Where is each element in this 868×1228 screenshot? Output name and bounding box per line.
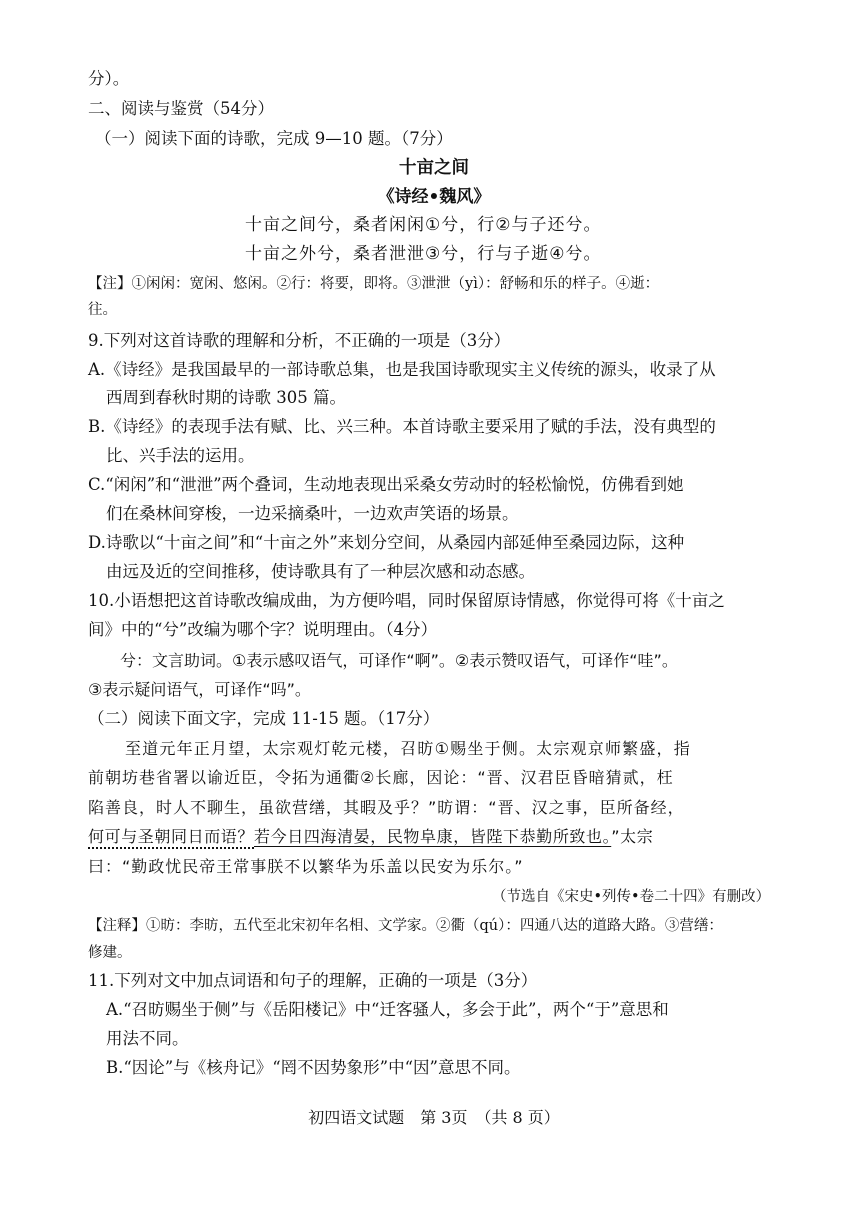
poem-line-2: 十亩之外兮，桑者泄泄③兮，行与子逝④兮。 bbox=[245, 244, 602, 264]
part2-instruction: （二）阅读下面文字，完成 11-15 题。（17分） bbox=[88, 709, 440, 728]
q9-option-c-line-2: 们在桑林间穿梭，一边采摘桑叶，一边欢声笑语的场景。 bbox=[106, 504, 519, 523]
poem-line-1: 十亩之间兮，桑者闲闲①兮，行②与子还兮。 bbox=[245, 215, 602, 235]
q10-note-line-2: ③表示疑问语气，可译作“吗”。 bbox=[88, 680, 311, 699]
page-footer: 初四语文试题 第 3页 （共 8 页） bbox=[308, 1108, 560, 1127]
passage-dotted-phrase: 何可与圣朝同日而语？ bbox=[88, 827, 254, 849]
passage-note-line-2: 修建。 bbox=[88, 945, 132, 961]
passage-source: （节选自《宋史•列传•卷二十四》有删改） bbox=[492, 889, 771, 905]
poem-note-line-1: 【注】①闲闲：宽闲、悠闲。②行：将要，即将。③泄泄（yì）：舒畅和乐的样子。④逝： bbox=[88, 276, 660, 292]
q9-option-b-line-2: 比、兴手法的运用。 bbox=[106, 446, 255, 465]
q11-option-a-line-1: A.“召昉赐坐于侧”与《岳阳楼记》中“迁客骚人，多会于此”，两个“于”意思和 bbox=[106, 1000, 669, 1019]
passage-line-1: 至道元年正月望，太宗观灯乾元楼，召昉①赐坐于侧。太宗观京师繁盛，指 bbox=[125, 739, 691, 758]
q11-option-a-line-2: 用法不同。 bbox=[106, 1029, 189, 1048]
top-line: 分）。 bbox=[88, 69, 130, 88]
section-title: 二、阅读与鉴赏（54分） bbox=[88, 99, 274, 118]
passage-line-3: 陷善良，时人不聊生，虽欲营缮，其暇及乎？”昉谓：“晋、汉之事，臣所备经， bbox=[88, 798, 685, 817]
passage-line-4 bbox=[88, 826, 653, 848]
q9-stem: 9.下列对这首诗歌的理解和分析，不正确的一项是（3分） bbox=[88, 331, 511, 350]
part1-instruction: （一）阅读下面的诗歌，完成 9—10 题。（7分） bbox=[95, 129, 453, 148]
q11-stem: 11.下列对文中加点词语和句子的理解，正确的一项是（3分） bbox=[88, 971, 538, 990]
poem-note-line-2: 往。 bbox=[88, 302, 117, 318]
poem-source: 《诗经•魏风》 bbox=[377, 187, 491, 207]
q10-stem-line-1: 10.小语想把这首诗歌改编成曲，为方便吟唱，同时保留原诗情感，你觉得可将《十亩之 bbox=[88, 591, 725, 610]
q9-option-a-line-1: A.《诗经》是我国最早的一部诗歌总集，也是我国诗歌现实主义传统的源头，收录了从 bbox=[88, 360, 716, 379]
passage-underlined-sentence: 若今日四海清晏，民物阜康，皆陛下恭勤所致也。 bbox=[254, 827, 612, 846]
q9-option-d-line-2: 由远及近的空间推移，使诗歌具有了一种层次感和动态感。 bbox=[106, 562, 535, 581]
q9-option-c-line-1: C.“闲闲”和“泄泄”两个叠词，生动地表现出采桑女劳动时的轻松愉悦，仿佛看到她 bbox=[88, 475, 684, 494]
poem-title: 十亩之间 bbox=[399, 158, 469, 178]
q9-option-d-line-1: D.诗歌以“十亩之间”和“十亩之外”来划分空间，从桑园内部延伸至桑园边际，这种 bbox=[88, 533, 685, 552]
q9-option-a-line-2: 西周到春秋时期的诗歌 305 篇。 bbox=[106, 388, 346, 407]
passage-line-4-tail: ”太宗 bbox=[611, 827, 654, 846]
passage-line-2: 前朝坊巷省署以谕近臣，令拓为通衢②长廊，因论：“晋、汉君臣昏暗猜贰，枉 bbox=[88, 768, 674, 787]
q10-note-line-1: 兮：文言助词。①表示感叹语气，可译作“啊”。②表示赞叹语气，可译作“哇”。 bbox=[120, 651, 678, 670]
passage-note-line-1: 【注释】①昉：李昉，五代至北宋初年名相、文学家。②衢（qú）：四通八达的道路大路。③营缮： bbox=[88, 918, 723, 934]
q11-option-b-line-1: B.“因论”与《核舟记》“罔不因势象形”中“因”意思不同。 bbox=[106, 1058, 521, 1077]
passage-line-5: 曰：“勤政忧民帝王常事朕不以繁华为乐盖以民安为乐尔。” bbox=[88, 857, 524, 876]
q9-option-b-line-1: B.《诗经》的表现手法有赋、比、兴三种。本首诗歌主要采用了赋的手法，没有典型的 bbox=[88, 417, 716, 436]
q10-stem-line-2: 间》中的“兮”改编为哪个字？说明理由。（4分） bbox=[88, 620, 438, 639]
